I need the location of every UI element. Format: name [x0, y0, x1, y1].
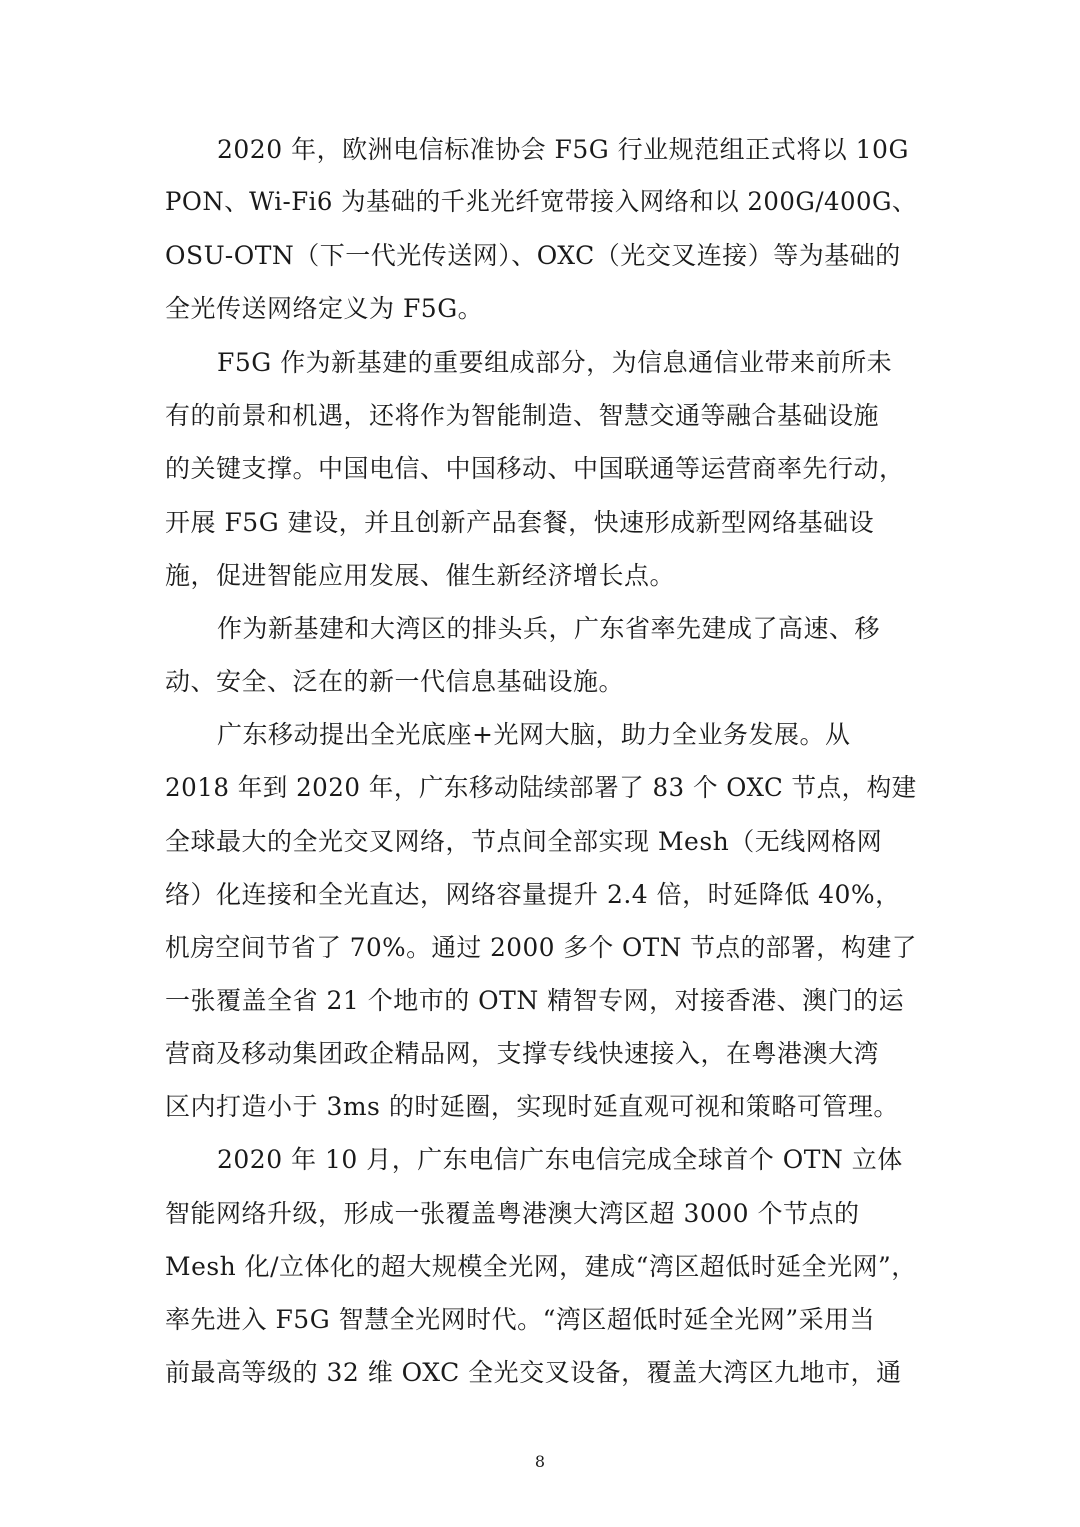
paragraph-3-line-1: 作为新基建和大湾区的排头兵，广东省率先建成了高速、移 [217, 614, 881, 643]
paragraph-2-line-5: 施，促进智能应用发展、催生新经济增长点。 [165, 561, 676, 590]
paragraph-4-line-5: 机房空间节省了 70%。通过 2000 多个 OTN 节点的部署，构建了 [165, 933, 918, 962]
paragraph-4-line-3: 全球最大的全光交叉网络，节点间全部实现 Mesh（无线网格网 [165, 827, 883, 856]
paragraph-5-line-4: 率先进入 F5G 智慧全光网时代。“湾区超低时延全光网”采用当 [165, 1305, 876, 1334]
paragraph-1-line-2: PON、Wi-Fi6 为基础的千兆光纤宽带接入网络和以 200G/400G、 [165, 187, 917, 216]
paragraph-5-line-3: Mesh 化/立体化的超大规模全光网，建成“湾区超低时延全光网”， [165, 1252, 917, 1281]
paragraph-4-line-7: 营商及移动集团政企精品网，支撑专线快速接入，在粤港澳大湾 [165, 1039, 880, 1068]
paragraph-1-line-4: 全光传送网络定义为 F5G。 [165, 294, 484, 323]
paragraph-2-line-1: F5G 作为新基建的重要组成部分，为信息通信业带来前所未 [217, 348, 893, 377]
paragraph-5-line-2: 智能网络升级，形成一张覆盖粤港澳大湾区超 3000 个节点的 [165, 1199, 860, 1228]
paragraph-2-line-3: 的关键支撑。中国电信、中国移动、中国联通等运营商率先行动， [165, 454, 905, 483]
page-number: 8 [534, 1452, 546, 1471]
paragraph-4-line-4: 络）化连接和全光直达，网络容量提升 2.4 倍，时延降低 40%， [165, 880, 901, 909]
paragraph-1-line-1: 2020 年，欧洲电信标准协会 F5G 行业规范组正式将以 10G [217, 135, 909, 164]
paragraph-5-line-5: 前最高等级的 32 维 OXC 全光交叉设备，覆盖大湾区九地市，通 [165, 1358, 902, 1387]
paragraph-2-line-4: 开展 F5G 建设，并且创新产品套餐，快速形成新型网络基础设 [165, 508, 875, 537]
paragraph-4-line-2: 2018 年到 2020 年，广东移动陆续部署了 83 个 OXC 节点，构建 [165, 773, 917, 802]
paragraph-5-line-1: 2020 年 10 月，广东电信广东电信完成全球首个 OTN 立体 [217, 1145, 903, 1174]
paragraph-2-line-2: 有的前景和机遇，还将作为智能制造、智慧交通等融合基础设施 [165, 401, 880, 430]
paragraph-4-line-6: 一张覆盖全省 21 个地市的 OTN 精智专网，对接香港、澳门的运 [165, 986, 905, 1015]
paragraph-4-line-8: 区内打造小于 3ms 的时延圈，实现时延直观可视和策略可管理。 [165, 1092, 899, 1121]
paragraph-3-line-2: 动、安全、泛在的新一代信息基础设施。 [165, 667, 625, 696]
paragraph-4-line-1: 广东移动提出全光底座+光网大脑，助力全业务发展。从 [217, 720, 851, 749]
paragraph-1-line-3: OSU-OTN（下一代光传送网）、OXC（光交叉连接）等为基础的 [165, 241, 901, 270]
